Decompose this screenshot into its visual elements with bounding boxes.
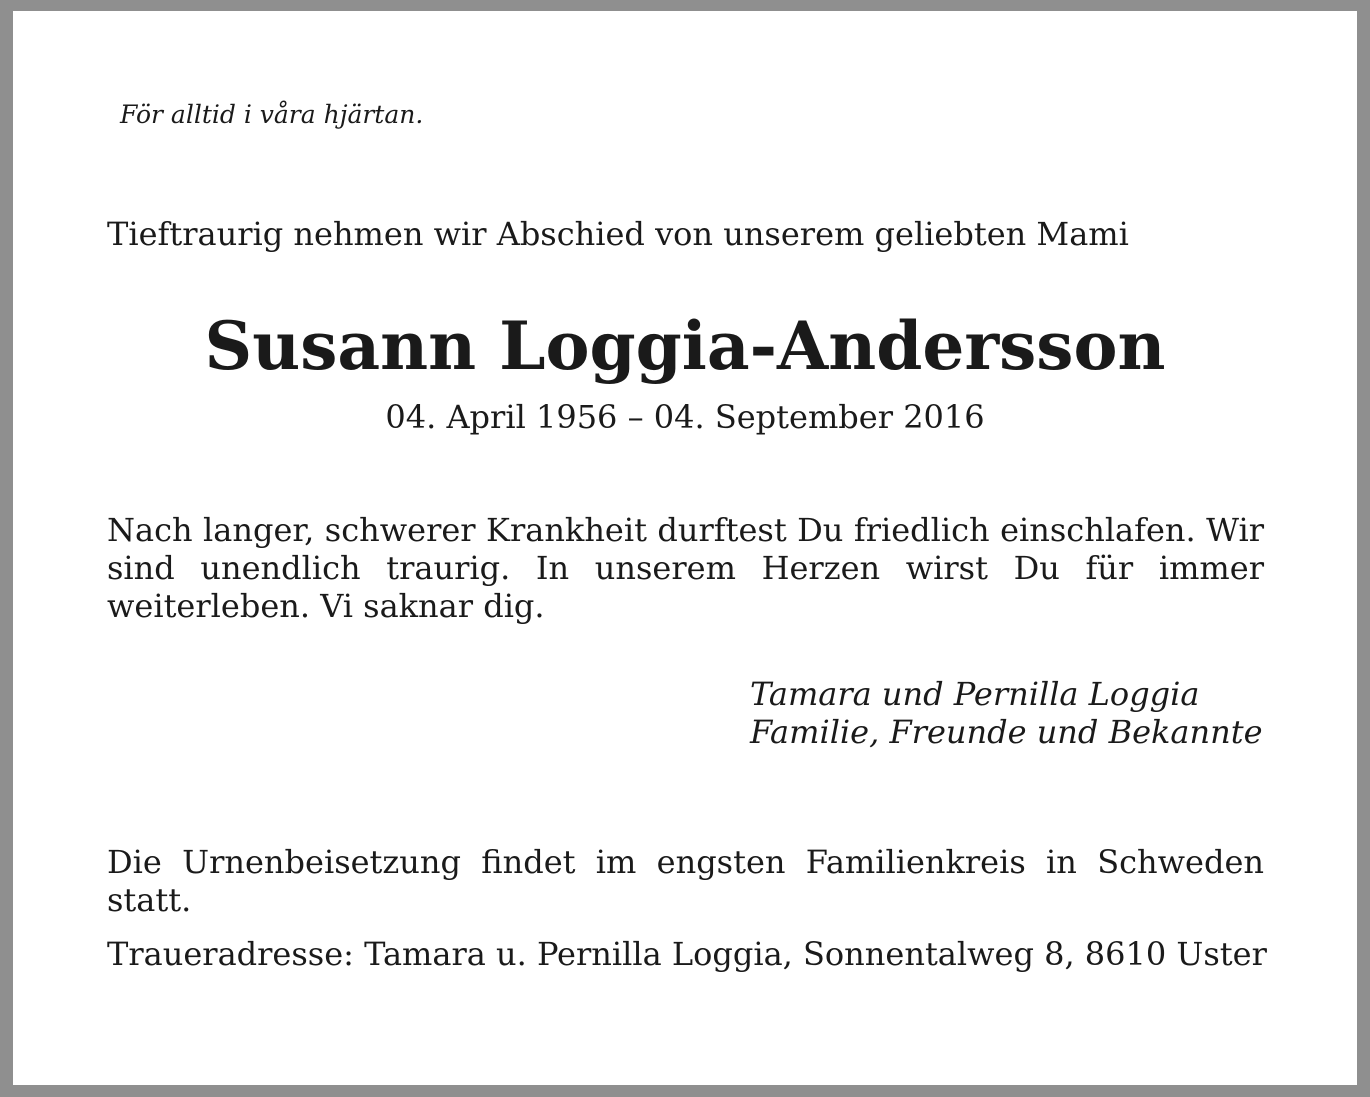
- mourning-address: Traueradresse: Tamara u. Pernilla Loggia, Sonnentalweg 8, 8610 Uster: [107, 935, 1267, 973]
- message-paragraph: Nach langer, schwerer Krankheit durftest Du friedlich einschlafen. Wir sind unendlich traurig. In unserem Herzen wirst Du für immer weiterleben. Vi saknar dig.: [107, 511, 1264, 625]
- motto-text: För alltid i våra hjärtan.: [120, 100, 424, 129]
- signature-line-family: Tamara und Pernilla Loggia: [750, 675, 1200, 713]
- deceased-name: Susann Loggia-Andersson: [204, 307, 1166, 385]
- signature-line-friends: Familie, Freunde und Bekannte: [750, 713, 1263, 751]
- life-dates: 04. April 1956 – 04. September 2016: [385, 398, 985, 436]
- obituary-page: [13, 11, 1357, 1085]
- burial-notice: Die Urnenbeisetzung findet im engsten Familienkreis in Schweden statt.: [107, 843, 1264, 919]
- intro-text: Tieftraurig nehmen wir Abschied von unserem geliebten Mami: [107, 215, 1129, 253]
- signature-block: [750, 675, 1263, 751]
